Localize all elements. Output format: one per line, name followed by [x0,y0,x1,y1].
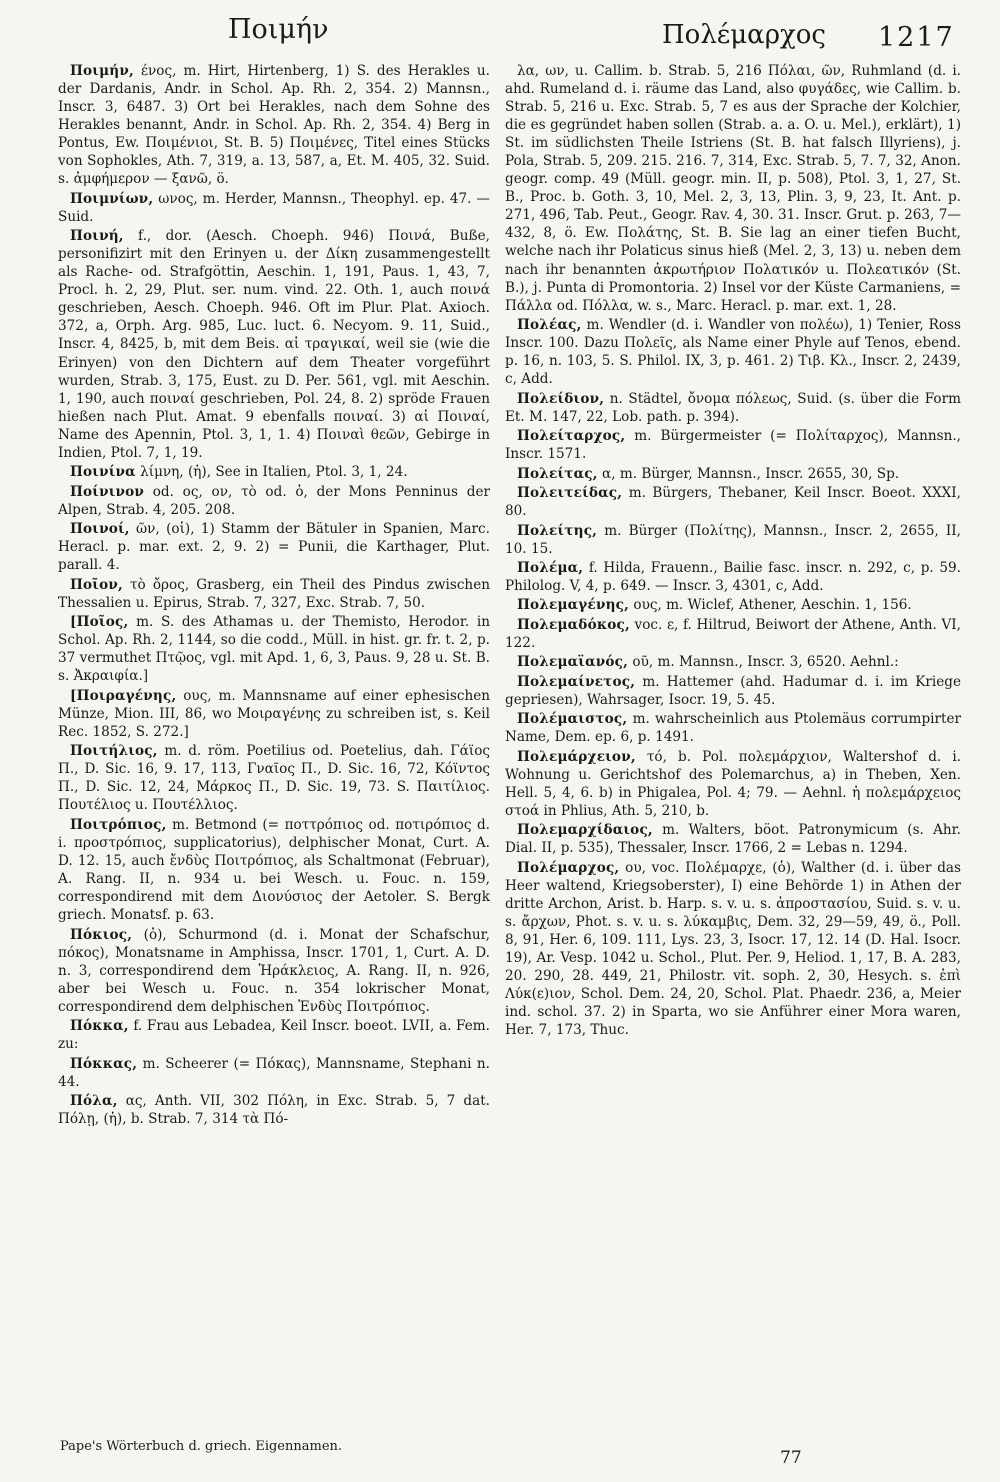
dictionary-entry [505,859,961,1039]
entry-body: α, m. Bürger, Mannsn., Inscr. 2655, 30, Sp. [597,465,900,482]
dictionary-entry [505,748,961,820]
dictionary-entry [505,673,961,709]
entry-body: m. Wendler (d. i. Wandler von πολέω), 1) Tenier, Ross Inscr. 100. Dazu Πολεῖς, als Name einer Phyle auf Tenos, ebend. p. 16, n. 103, 5. S. Philol. IX, 3, p. 461. 2) Τιβ. Κλ., Inscr. 2, 2439, c, Add. [505,317,961,388]
entry-body: m. Bürgers, Thebaner, Keil Inscr. Boeot. XXXI, 80. [505,485,961,520]
entry-body: f., dor. (Aesch. Choeph. 946) Ποινά, Buße, personifizirt mit den Erinyen u. der Δίκη zusammengestellt als Rache- od. Strafgöttin, Aeschin. 1, 191, Paus. 1, 43, 7, Procl. h. 2, 29, Plut. ser. num. vind. 22. Oth. 1, auch ποινά geschrieben, Aesch. Choeph. 946. Oft im Plur. Plat. Axioch. 372, a, Orph. Arg. 985, Luc. luct. 6. Necyom. 9. 11, Suid., Inscr. 4, 8425, b, mit dem Beis. αἱ τραγικαί, weil sie (wie die Erinyen) von den Dichtern auf dem Theater vorgeführt wurden, Strab. 3, 175, Eust. zu D. Per. 561, vgl. mit Aeschin. 1, 190, auch ποιναί geschrieben, Pol. 24, 8. 2) spröde Frauen hießen nach Plut. Amat. 9 ebenfalls ποιναί. 3) αἱ Ποιναί, Name des Apennin, Ptol. 3, 1, 1. 4) Ποιναὶ θεῶν, Gebirge in Indien, Ptol. 7, 1, 19. [58,228,490,461]
dictionary-entry [58,520,490,574]
entry-headword: Ποιτρόπιος, [70,816,167,833]
entry-headword: Πολείτης, [517,522,598,539]
entry-headword: Πολεμαρχίδαιος, [517,822,653,839]
entry-body: m. Betmond (= ποττρόπιος od. ποτιρόπιος d. i. προστρόπιος, supplicatorius), delphischer Monat, Curt. A. D. 12. 15, auch ἔνδὺς Ποιτρόπιος, als Schaltmonat (Februar), A. Rang. II, n. 934 u. bei Wesch. u. Fouc. n. 159, correspondirend mit dem Διονύσιος der Aetoler. S. Bergk griech. Monatsf. p. 63. [58,816,490,924]
entry-body: m. Walters, böot. Patronymicum (s. Ahr. Dial. II, p. 535), Thessaler, Inscr. 1766, 2 = Lebas n. 1294. [505,822,961,857]
right-column [505,62,961,1041]
entry-headword: Πόκκα, [70,1018,129,1035]
footer-signature: 77 [780,1448,802,1468]
dictionary-entry [505,390,961,426]
entry-body: ένος, m. Hirt, Hirtenberg, 1) S. des Herakles u. der Dardanis, Andr. in Schol. Ap. Rh. 2, 354. 2) Mannsn., Inscr. 3, 6487. 3) Ort bei Herakles, nach dem Sohne des Herakles benannt, Andr. in Schol. Ap. Rh. 2, 354. 4) Berg in Pontus, Ew. Ποιμένιοι, St. B. 5) Ποιμένες, Titel eines Stücks von Sophokles, Ath. 7, 319, a. 13, 587, a, Et. M. 405, 32. Suid. s. ἀμφήμερον — ξανῶ, ö. [58,63,490,188]
entry-headword: Πολεμάρχειον, [517,748,636,765]
entry-body: od. ος, ον, τὸ od. ὁ, der Mons Penninus der Alpen, Strab. 4, 205. 208. [58,483,490,518]
dictionary-entry [58,687,490,741]
dictionary-entry [58,816,490,924]
dictionary-entry [58,1055,490,1091]
entry-body: (ὁ), Schurmond (d. i. Monat der Schafschur, πόκος), Monatsname in Amphissa, Inscr. 1701, 1, Curt. A. D. n. 3, correspondirend dem Ἡράκλειος, A. Rang. II, n. 926, aber bei Wesch u. Fouc. n. 354 lokrischer Monat, correspondirend dem delphischen Ἐνδὺς Ποιτρόπιος. [58,926,490,1015]
entry-body: ους, m. Wiclef, Athener, Aeschin. 1, 156. [629,597,912,614]
entry-body: τό, b. Pol. πολεμάρχιον, Waltershof d. i. Wohnung u. Gerichtshof des Polemarchus, a) in Theben, Xen. Hell. 5, 4, 6. b) in Phigalea, Pol. 4; 79. — Aehnl. ἡ πολεμάρχειος στοά in Phlius, Ath. 5, 210, b. [505,748,961,819]
entry-headword: Πόλα, [70,1093,118,1110]
entry-body: m. Hattemer (ahd. Hadumar d. i. im Kriege gepriesen), Wahrsager, Isocr. 19, 5. 45. [505,673,961,708]
dictionary-entry [505,484,961,520]
dictionary-entry [58,227,490,462]
entry-headword: Πολεμαδόκος, [517,616,630,633]
entry-headword: Πολείδιον, [517,390,605,407]
footer-source: Pape's Wörterbuch d. griech. Eigennamen. [60,1439,343,1454]
entry-headword: Πολεμαίνετος, [517,673,636,690]
entry-headword: Πολείτας, [517,465,598,482]
dictionary-entry [505,465,961,483]
entry-body: ου, voc. Πολέμαρχε, (ὁ), Walther (d. i. über das Heer waltend, Kriegsoberster), I) eine Behörde 1) in Athen der dritte Archon, Arist. b. Harp. s. v. u. s. ἀπροστασίου, Suid. s. v. u. s. ἄρχων, Phot. s. v. u. s. λύκαμβις, Dem. 32, 29—59, 49, ö., Poll. 8, 91, Her. 6, 109. 111, Lys. 23, 3, Isocr. 17, 12. 14 (D. Hal. Isocr. 19), Ar. Vesp. 1042 u. Schol., Plut. Per. 9, Heliod. 1, 17, B. A. 283, 20. 290, 28. 449, 21, Philostr. vit. soph. 2, 30, Hesych. s. ἐπὶ Λύκ(ε)ιον, Schol. Dem. 24, 20, Schol. Plat. Phaedr. 236, a, Meier ind. schol. 37. 2) in Sparta, wo sie Anführer einer Mora waren, Her. 7, 173, Thuc. [505,859,961,1039]
dictionary-entry [58,62,490,188]
header-left-catchword: Ποιμήν [228,14,329,45]
left-column [58,62,490,1130]
page-number: 1217 [878,22,955,53]
entry-body: m. d. röm. Poetilius od. Poetelius, dah. Γάϊος Π., D. Sic. 16, 9. 17, 113, Γναῖος Π., D. Sic. 16, 72, Κόϊντος Π., D. Sic. 12, 24, Μάρκος Π., D. Sic. 19, 73. S. Παιτίλιος. Πουτέλιος u. Πουτέλλιος. [58,743,490,814]
entry-headword: Ποῖον, [70,576,123,593]
entry-body: λίμνη, (ἡ), See in Italien, Ptol. 3, 1, 24. [135,464,408,481]
entry-headword: Πολειτείδας, [517,485,623,502]
entry-headword: Πολείταρχος, [517,428,626,445]
entry-headword: [Ποῖος, [70,614,129,631]
entry-headword: Ποιμνίων, [70,190,154,207]
dictionary-entry [58,190,490,226]
dictionary-entry [505,653,961,671]
entry-body: οῦ, m. Mannsn., Inscr. 3, 6520. Aehnl.: [628,654,899,671]
entry-headword: Πολεμαγένης, [517,597,630,614]
entry-headword: Πόκκας, [70,1055,138,1072]
dictionary-entry [58,926,490,1016]
entry-body: f. Hilda, Frauenn., Bailie fasc. inscr. n. 292, c, p. 59. Philolog. V, 4, p. 649. — Inscr. 3, 4301, c, Add. [505,560,961,595]
entry-body: ῶν, (οἱ), 1) Stamm der Bätuler in Spanien, Marc. Heracl. p. mar. ext. 2, 9. 2) = Punii, die Karthager, Plut. parall. 4. [58,521,490,574]
dictionary-entry [505,596,961,614]
entry-headword: Ποινοί, [70,521,130,538]
dictionary-entry [58,742,490,814]
dictionary-entry [58,483,490,519]
dictionary-entry [58,576,490,612]
entry-body: m. Bürgermeister (= Πολίταρχος), Mannsn., Inscr. 1571. [505,428,961,463]
entry-body: m. Bürger (Πολίτης), Mannsn., Inscr. 2, 2655, II, 10. 15. [505,522,961,557]
entry-headword: Ποινίνα [70,464,136,481]
entry-body: m. S. des Athamas u. der Themisto, Herodor. in Schol. Ap. Rh. 2, 1144, so die codd., Müll. in hist. gr. fr. t. 2, p. 37 vermuthet Πτῷος, vgl. mit Apd. 1, 6, 3, Paus. 9, 28 u. St. B. s. Ἀκραιφία.] [58,614,490,685]
dictionary-entry [505,62,961,315]
entry-body: ους, m. Mannsname auf einer ephesischen Münze, Mion. III, 86, wo Μοιραγένης zu schreiben ist, s. Keil Rec. 1852, S. 272.] [58,687,490,740]
entry-body: voc. ε, f. Hiltrud, Beiwort der Athene, Anth. VI, 122. [505,616,961,651]
dictionary-entry [58,1092,490,1128]
header-right-catchword: Πολέμαρχος [662,20,826,50]
entry-headword: Πολέας, [517,317,582,334]
entry-headword: Πολέμαιστος, [517,711,628,728]
entry-body: τὸ ὄρος, Grasberg, ein Theil des Pindus zwischen Thessalien u. Epirus, Strab. 7, 327, Exc. Strab. 7, 50. [58,576,490,611]
entry-body: f. Frau aus Lebadea, Keil Inscr. boeot. LVII, a. Fem. zu: [58,1018,490,1053]
page-header [0,8,1000,58]
dictionary-entry [505,316,961,388]
entry-headword: Ποίνινον [70,483,145,500]
entry-body: m. Scheerer (= Πόκας), Mannsname, Stephani n. 44. [58,1055,490,1090]
entry-headword: Ποιμήν, [70,63,134,79]
entry-body: ωνος, m. Herder, Mannsn., Theophyl. ep. 47. — Suid. [58,190,490,225]
entry-body: n. Städtel, ὄνομα πόλεως, Suid. (s. über die Form Et. M. 147, 22, Lob. path. p. 394). [505,390,961,425]
dictionary-entry [58,613,490,685]
entry-headword: Ποιτήλιος, [70,743,158,760]
entry-body: m. wahrscheinlich aus Ptolemäus corrumpirter Name, Dem. ep. 6, p. 1491. [505,711,961,746]
entry-headword: Πολεμαϊανός, [517,654,629,671]
dictionary-entry [505,522,961,558]
entry-headword: [Ποιραγένης, [70,687,177,704]
entry-headword: Πολέμαρχος, [517,859,620,876]
dictionary-entry [505,821,961,857]
dictionary-entry [505,710,961,746]
dictionary-entry [58,463,490,481]
entry-headword: Πολέμα, [517,560,584,576]
dictionary-entry [505,616,961,652]
entry-body: λα, ων, u. Callim. b. Strab. 5, 216 Πόλαι, ῶν, Ruhmland (d. i. ahd. Rumeland d. i. räume das Land, also φυγάδες, wie Callim. b. Strab. 5, 216 u. Exc. Strab. 5, 7 es aus der Sprache der Kolchier, die es gegründet haben sollen (Strab. a. a. O. u. Mel.), erklärt), 1) St. im südlichsten Theile Istriens (St. B. hat falsch Illyriens), j. Pola, Strab. 5, 209. 215. 216. 7, 314, Exc. Strab. 5, 7. 7, 32, Anon. geogr. comp. 49 (Müll. geogr. min. II, p. 508), Ptol. 3, 1, 27, St. B., Proc. b. Goth. 3, 10, Mel. 2, 3, 13, Plin. 3, 9, 23, It. Ant. p. 271, 496, Tab. Peut., Geogr. Rav. 4, 30. 31. Inscr. Grut. p. 263, 7—432, 8, ö. Ew. Πολάτης, St. B. Sie lag an einer tiefen Bucht, welche nach ihr Polaticus sinus hieß (Mel. 2, 3, 13) u. neben dem nach ihr benannten ἀκρωτήριον Πολατικόν u. Πολεατικόν (St. B.), j. Punta di Promontoria. 2) Insel vor der Küste Carmaniens, = Πάλλα od. Πόλλα, w. s., Marc. Heracl. p. mar. ext. 1, 28. [505,63,961,314]
dictionary-entry [505,559,961,595]
entry-headword: Ποινή, [70,228,124,245]
entry-headword: Πόκιος, [70,926,133,943]
entry-body: ας, Anth. VII, 302 Πόλη, in Exc. Strab. 5, 7 dat. Πόλῃ, (ἡ), b. Strab. 7, 314 τὰ Πό- [58,1093,490,1128]
dictionary-entry [58,1017,490,1053]
dictionary-entry [505,427,961,463]
